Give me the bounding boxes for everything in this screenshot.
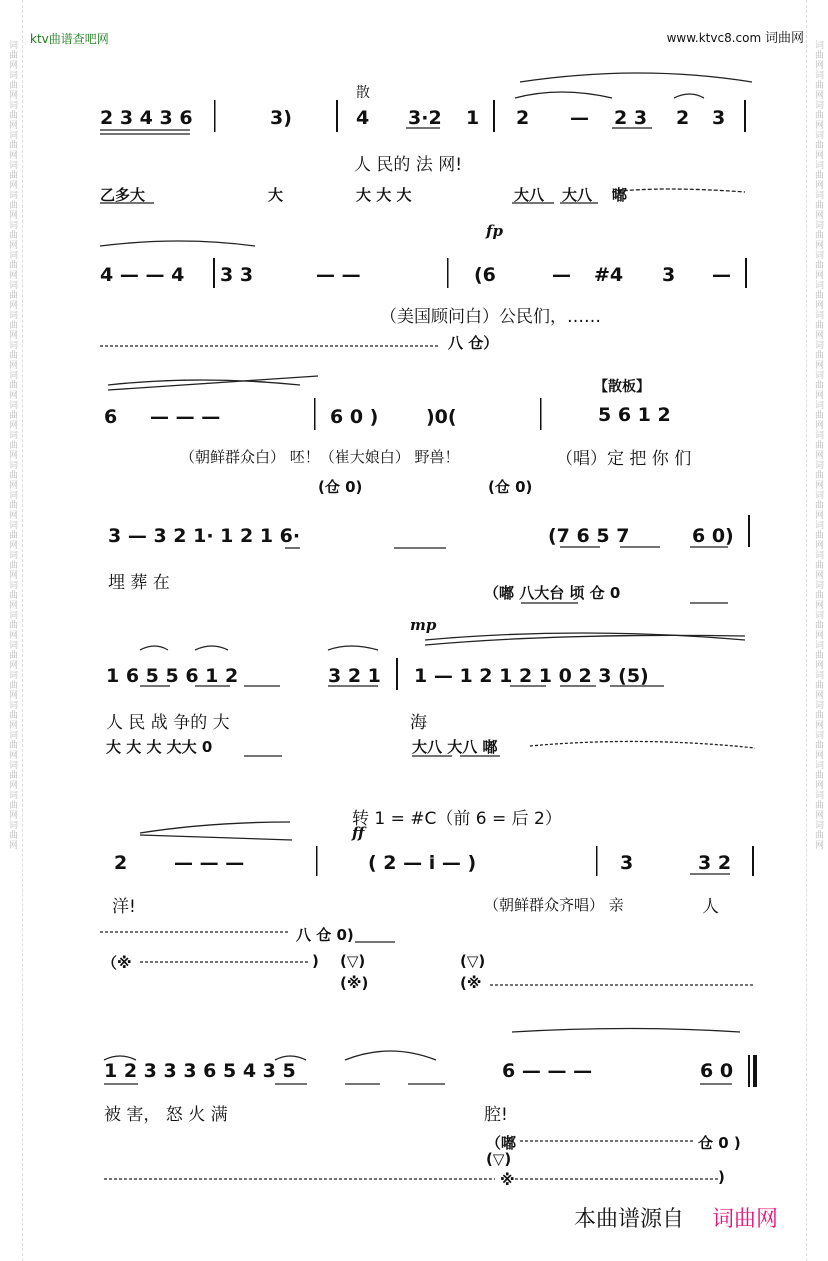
row4-lyric: 埋 葬 在 [108,573,170,593]
row6-notes-e: 3 2 [698,852,732,874]
row6-perc-d: (▽) [340,952,366,970]
row7-lyric-a: 被 害， 怒 火 满 [104,1105,228,1125]
dynamic-fp: fp [486,222,503,240]
left-side-watermark: 词曲网词曲网词曲网词曲网词曲网词曲网词曲网词曲网词曲网词曲网词曲网词曲网词曲网词曲网词曲网词曲网词曲网词曲网词曲网词曲网词曲网词曲网词曲网词曲网词曲网词曲网词曲网 [7,40,17,850]
row3-perc-a: (仓 0) [318,478,363,496]
row2-notes-f: #4 [594,264,624,286]
row6-perc-a: 八 仓 0) [296,926,354,944]
row2-notes-d: (6 [474,264,496,286]
row1-perc-c: 大 大 大 [356,186,412,204]
row6-lyric-c: 人 [702,897,719,917]
row6-lyric-a: 洋! [112,897,136,917]
row6-lyric-b: （朝鲜群众齐唱） 亲 [484,896,624,914]
row1-notes-c: 4 [356,107,370,129]
row6-perc-g: (※ [460,974,482,992]
row4-notes: 3 — 3 2 1· 1 2 1 6· [108,525,301,547]
row4-notes-c: 6 0) [692,525,734,547]
row7-perc-d: ※ [500,1171,515,1189]
row5-notes-b: 3 2 1 [328,665,381,687]
row1-notes-a: 2 3 4 3 6 [100,107,193,129]
row2-notes-e: — [552,264,571,286]
row2-notes-c: — — [316,264,361,286]
row3-notes-b: — — — [150,406,221,428]
row5-perc-b: 大八 大八 嘟 [412,738,498,756]
footer-site-link[interactable]: 词曲网 [712,1207,779,1232]
row5-notes-c: 1 — 1 2 1 2 1 0 2 3 (5) [414,665,649,687]
row5-lyric-b: 海 [410,713,427,733]
row1-perc-a: 乙多大 [100,186,146,204]
row3-notes-a: 6 [104,406,118,428]
row3-notes-e: 5 6 1 2 [598,404,671,426]
row7-perc-e: ) [718,1168,725,1186]
row1-lyric: 人 民的 法 网! [354,155,463,175]
row7-perc-c: (▽) [486,1150,512,1168]
row1-notes-g: — [570,107,589,129]
row3-lyric: （唱）定 把 你 们 [556,449,692,469]
row7-notes-a: 1 2 3 3 3 6 5 4 3 5 [104,1060,296,1082]
site-name-left[interactable]: ktv曲谱查吧网 [30,32,109,46]
row2-perc: 八 仓） [448,334,499,352]
site-url: www.ktvc8.com [666,31,762,45]
row6-perc-b: （※ [102,954,132,972]
row1-notes-d: 3·2 [408,107,442,129]
row3-spoken: （朝鲜群众白） 呸！（崔大娘白） 野兽！ [180,448,460,466]
row7-lyric-b: 腔! [484,1105,508,1125]
row6-notes-d: 3 [620,852,634,874]
row1-notes-i: 2 [676,107,690,129]
row4-perc: （嘟 八大台 顷 仓 0 [484,584,621,602]
row7-perc-a: （嘟 [486,1134,517,1152]
row1-notes-e: 1 [466,107,480,129]
row5-lyric-a: 人 民 战 争的 大 [106,713,230,733]
dynamic-mp: mp [410,616,437,634]
row6-perc-c: ) [312,952,319,970]
row7-perc-b: 仓 0 ) [698,1134,741,1152]
row2-notes-a: 4 — — 4 [100,264,185,286]
sanban-bracket: 【散板】 [594,379,650,395]
row3-perc-b: (仓 0) [488,478,533,496]
row2-notes-h: — [712,264,731,286]
site-cn-name: 词曲网 [764,31,804,46]
row1-perc-d: 大八 [514,186,545,204]
row6-notes-c: ( 2 — i — ) [368,852,477,874]
row2-notes-g: 3 [662,264,676,286]
row1-notes-b: 3) [270,107,292,129]
row6-perc-e: (※) [340,974,369,992]
row6-notes-a: 2 [114,852,128,874]
row1-notes-f: 2 [516,107,530,129]
row1-perc-b: 大 [268,186,284,204]
row2-notes-b: 3 3 [220,264,254,286]
row1-perc-e: 大八 [562,186,593,204]
row4-notes-b: (7 6 5 7 [548,525,630,547]
sanban-mark: 散 [356,85,370,101]
right-side-watermark: 词曲网词曲网词曲网词曲网词曲网词曲网词曲网词曲网词曲网词曲网词曲网词曲网词曲网词曲网词曲网词曲网词曲网词曲网词曲网词曲网词曲网词曲网词曲网词曲网词曲网词曲网词曲网 [813,40,823,850]
row6-perc-f: (▽) [460,952,486,970]
footer-source-text: 本曲谱源自 [574,1207,685,1232]
row2-spoken: （美国顾问白）公民们，…… [380,307,601,327]
row7-notes-c: 6 0 [700,1060,734,1082]
row1-perc-f: 嘟 [612,186,628,204]
row3-notes-c: 6 0 ) [330,406,379,428]
row6-notes-b: — — — [174,852,245,874]
row1-notes-j: 3 [712,107,726,129]
modulation-mark: 转 1 = #C（前 6 = 后 2） [352,809,562,829]
row3-notes-d: )0( [426,406,457,428]
row7-notes-b: 6 — — — [502,1060,593,1082]
dynamic-ff: ff [352,824,365,842]
row5-notes-a: 1 6 5 5 6 1 2 [106,665,239,687]
row5-perc-a: 大 大 大 大大 0 [106,738,213,756]
row1-notes-h: 2 3 [614,107,648,129]
